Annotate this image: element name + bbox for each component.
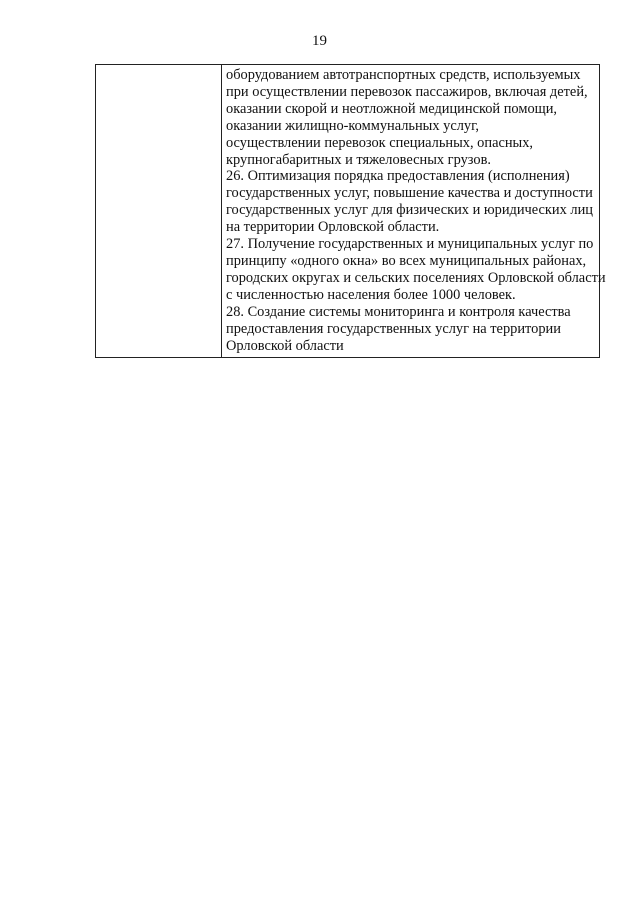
text-line: государственных услуг для физических и юридических лиц <box>226 202 593 219</box>
text-line: 28. Создание системы мониторинга и контроля качества <box>226 303 571 320</box>
text-line: оказании скорой и неотложной медицинской помощи, <box>226 100 558 117</box>
table-cell-left <box>96 65 222 358</box>
text-line: предоставления государственных услуг на территории <box>226 320 561 337</box>
text-line: государственных услуг, повышение качества и доступности <box>226 185 593 202</box>
text-line: 27. Получение государственных и муниципальных услуг по <box>226 236 594 253</box>
text-line: осуществлении перевозок специальных, опасных, <box>226 134 534 151</box>
text-line: городских округах и сельских поселениях Орловской области <box>226 269 606 286</box>
text-line: оборудованием автотранспортных средств, используемых <box>226 67 581 83</box>
page-number: 19 <box>312 33 327 49</box>
left-cell-text <box>96 65 221 70</box>
text-line: крупногабаритных и тяжеловесных грузов. <box>226 151 491 168</box>
measures-table <box>95 64 606 358</box>
text-line: при осуществлении перевозок пассажиров, включая детей, <box>226 83 588 100</box>
text-line: на территории Орловской области. <box>226 219 440 236</box>
right-cell-text <box>222 65 606 357</box>
table-row <box>96 65 600 358</box>
text-line: с численностью населения более 1000 человек. <box>226 286 516 303</box>
text-line: оказании жилищно-коммунальных услуг, <box>226 117 479 134</box>
text-line: принципу «одного окна» во всех муниципальных районах, <box>226 252 587 269</box>
text-line: 26. Оптимизация порядка предоставления (исполнения) <box>226 168 570 185</box>
text-line: Орловской области <box>226 337 344 354</box>
table-cell-right <box>222 65 606 358</box>
